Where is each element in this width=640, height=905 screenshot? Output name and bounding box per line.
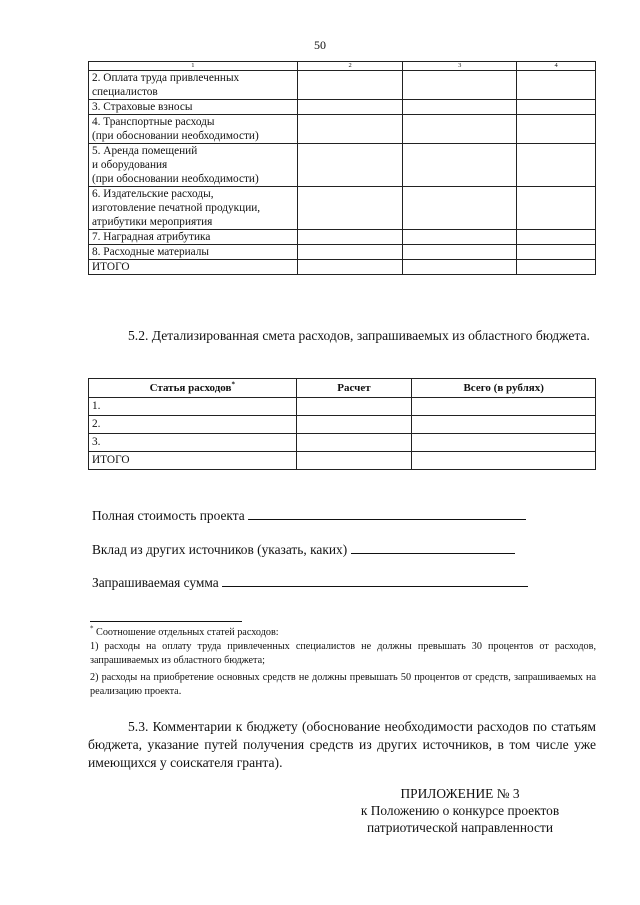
appendix-title: ПРИЛОЖЕНИЕ № 3	[400, 786, 520, 801]
budget-row-cell[interactable]	[517, 260, 596, 275]
budget-row-cell[interactable]	[403, 230, 517, 245]
budget-row-cell[interactable]	[403, 187, 517, 230]
budget-row-cell[interactable]	[517, 71, 596, 100]
estimate-row-cell[interactable]	[412, 434, 596, 452]
budget-col-4-header: 4	[517, 62, 596, 71]
estimate-table-row	[89, 398, 596, 416]
estimate-table-row	[89, 452, 596, 470]
budget-table-row	[89, 187, 596, 230]
footnote-rule	[90, 621, 242, 622]
estimate-header-total: Всего (в рублях)	[412, 379, 596, 398]
budget-table-header-row	[89, 62, 596, 71]
page-number: 50	[314, 38, 326, 52]
budget-table-row	[89, 144, 596, 187]
budget-table-row	[89, 71, 596, 100]
budget-row-cell[interactable]	[403, 260, 517, 275]
budget-row-cell[interactable]	[517, 187, 596, 230]
budget-col-2-header: 2	[297, 62, 403, 71]
estimate-table-header-row	[89, 379, 596, 398]
budget-row-cell[interactable]	[297, 100, 403, 115]
budget-row-label: 2. Оплата труда привлеченных специалистов	[89, 71, 298, 100]
budget-table-row	[89, 100, 596, 115]
estimate-row-cell[interactable]	[412, 398, 596, 416]
budget-row-cell[interactable]	[403, 100, 517, 115]
estimate-row-cell[interactable]	[412, 452, 596, 470]
budget-table-row	[89, 230, 596, 245]
budget-row-cell[interactable]	[403, 71, 517, 100]
budget-row-label: 8. Расходные материалы	[89, 245, 298, 260]
footnote-title: * Соотношение отдельных статей расходов:	[90, 624, 279, 638]
total-cost-field: Полная стоимость проекта	[92, 505, 526, 525]
estimate-row-cell[interactable]	[296, 434, 412, 452]
budget-row-cell[interactable]	[297, 230, 403, 245]
budget-row-cell[interactable]	[297, 187, 403, 230]
estimate-table-row	[89, 434, 596, 452]
budget-row-cell[interactable]	[297, 115, 403, 144]
budget-row-label: ИТОГО	[89, 260, 298, 275]
requested-sum-field: Запрашиваемая сумма	[92, 572, 528, 592]
budget-table-body	[89, 62, 596, 275]
section-5-2-text: 5.2. Детализированная смета расходов, запрашиваемых из областного бюджета.	[128, 328, 590, 343]
budget-row-cell[interactable]	[517, 245, 596, 260]
budget-col-1-header: 1	[89, 62, 298, 71]
budget-row-label: 5. Аренда помещений и оборудования (при обосновании необходимости)	[89, 144, 298, 187]
estimate-row-cell[interactable]	[296, 452, 412, 470]
budget-col-3-header: 3	[403, 62, 517, 71]
budget-row-cell[interactable]	[297, 245, 403, 260]
budget-row-cell[interactable]	[297, 144, 403, 187]
estimate-row-label: ИТОГО	[89, 452, 297, 470]
appendix-line-1: к Положению о конкурсе проектов	[360, 803, 560, 818]
budget-table-row	[89, 245, 596, 260]
budget-row-label: 3. Страховые взносы	[89, 100, 298, 115]
estimate-row-cell[interactable]	[296, 398, 412, 416]
section-5-3-text: 5.3. Комментарии к бюджету (обоснование необходимости расходов по статьям бюджета, указание путей получения средств из других источников, в том числе уже имеющихся у соискателя гранта).	[88, 719, 596, 770]
budget-row-cell[interactable]	[517, 115, 596, 144]
other-sources-blank[interactable]	[351, 539, 515, 554]
estimate-table-row	[89, 416, 596, 434]
estimate-table	[88, 378, 596, 470]
budget-row-label: 4. Транспортные расходы (при обосновании необходимости)	[89, 115, 298, 144]
other-sources-field: Вклад из других источников (указать, каких)	[92, 539, 515, 559]
estimate-row-label: 1.	[89, 398, 297, 416]
estimate-header-calc: Расчет	[296, 379, 412, 398]
footnote-item-1: 1) расходы на оплату труда привлеченных специалистов не должны превышать 30 процентов от расходов, запрашиваемых из областного бюджета;	[90, 641, 596, 666]
estimate-table-body	[89, 379, 596, 470]
budget-row-cell[interactable]	[403, 115, 517, 144]
estimate-row-cell[interactable]	[296, 416, 412, 434]
budget-row-cell[interactable]	[297, 71, 403, 100]
budget-table	[88, 61, 596, 275]
budget-row-cell[interactable]	[297, 260, 403, 275]
estimate-row-label: 3.	[89, 434, 297, 452]
estimate-header-item: Статья расходов*	[89, 379, 297, 398]
budget-row-cell[interactable]	[517, 230, 596, 245]
requested-sum-blank[interactable]	[222, 572, 528, 587]
budget-row-cell[interactable]	[403, 245, 517, 260]
budget-row-label: 7. Наградная атрибутика	[89, 230, 298, 245]
budget-row-cell[interactable]	[517, 100, 596, 115]
budget-row-cell[interactable]	[403, 144, 517, 187]
appendix-line-2: патриотической направленности	[367, 820, 553, 835]
footnote-item-2: 2) расходы на приобретение основных средств не должны превышать 50 процентов от средств, запрашиваемых на реализацию проекта.	[90, 672, 596, 697]
budget-table-row	[89, 260, 596, 275]
budget-row-cell[interactable]	[517, 144, 596, 187]
estimate-row-label: 2.	[89, 416, 297, 434]
budget-table-row	[89, 115, 596, 144]
total-cost-blank[interactable]	[248, 505, 526, 520]
estimate-row-cell[interactable]	[412, 416, 596, 434]
budget-row-label: 6. Издательские расходы, изготовление печатной продукции, атрибутики мероприятия	[89, 187, 298, 230]
